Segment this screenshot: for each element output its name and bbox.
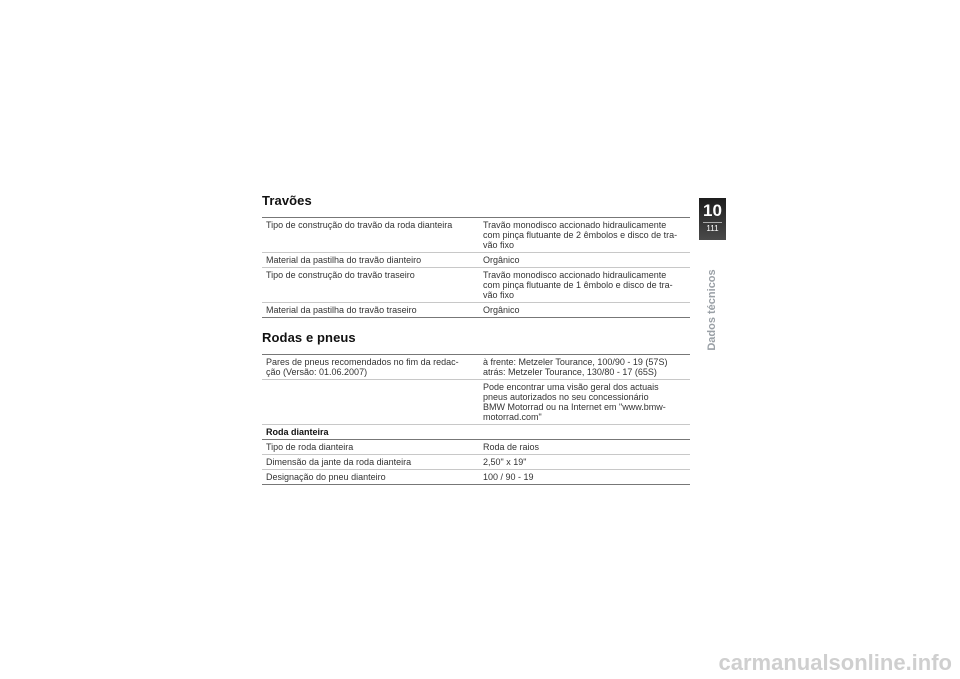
spec-content xyxy=(262,193,690,485)
spec-label: Material da pastilha do travão dianteiro xyxy=(262,253,479,268)
subheading-front-wheel: Roda dianteira xyxy=(262,425,690,440)
chapter-side-label xyxy=(699,250,726,370)
spec-value: Travão monodisco accionado hidraulicamente com pinça flutuante de 1 êmbolo e disco de tra- vão fixo xyxy=(479,268,690,303)
table-row xyxy=(262,303,690,318)
page-number: 111 xyxy=(706,224,719,233)
table-row xyxy=(262,470,690,485)
spec-label-empty xyxy=(262,380,479,425)
spec-label: Dimensão da jante da roda dianteira xyxy=(262,455,479,470)
spec-label: Tipo de construção do travão traseiro xyxy=(262,268,479,303)
table-row xyxy=(262,380,690,425)
table-row xyxy=(262,268,690,303)
table-row xyxy=(262,455,690,470)
section-title-brakes: Travões xyxy=(262,193,312,208)
spec-value: Roda de raios xyxy=(479,440,690,455)
spec-value: à frente: Metzeler Tourance, 100/90 - 19 (57S) atrás: Metzeler Tourance, 130/80 - 17 (65S) xyxy=(479,355,690,380)
spec-value: Orgânico xyxy=(479,303,690,318)
wheels-table xyxy=(262,354,690,485)
chapter-number: 10 xyxy=(703,201,722,220)
spec-value: Travão monodisco accionado hidraulicamente com pinça flutuante de 2 êmbolos e disco de tra- vão fixo xyxy=(479,218,690,253)
spec-value: 2,50" x 19" xyxy=(479,455,690,470)
spec-label: Material da pastilha do travão traseiro xyxy=(262,303,479,318)
spec-value: 100 / 90 - 19 xyxy=(479,470,690,485)
table-row xyxy=(262,355,690,380)
spec-value: Orgânico xyxy=(479,253,690,268)
brakes-table xyxy=(262,217,690,318)
spec-note: Pode encontrar uma visão geral dos actuais pneus autorizados no seu concessionário BMW Motorrad ou na Internet em "www.bmw- motorrad.com" xyxy=(479,380,690,425)
watermark: carmanualsonline.info xyxy=(580,650,960,679)
spec-label: Pares de pneus recomendados no fim da redac- ção (Versão: 01.06.2007) xyxy=(262,355,479,380)
section-title-wheels: Rodas e pneus xyxy=(262,330,356,345)
table-row xyxy=(262,425,690,440)
spec-label: Designação do pneu dianteiro xyxy=(262,470,479,485)
spec-label: Tipo de construção do travão da roda dianteira xyxy=(262,218,479,253)
table-row xyxy=(262,440,690,455)
chapter-title: Dados técnicos xyxy=(706,269,718,351)
spec-label: Tipo de roda dianteira xyxy=(262,440,479,455)
table-row xyxy=(262,253,690,268)
table-row xyxy=(262,218,690,253)
chapter-tab xyxy=(699,198,726,240)
